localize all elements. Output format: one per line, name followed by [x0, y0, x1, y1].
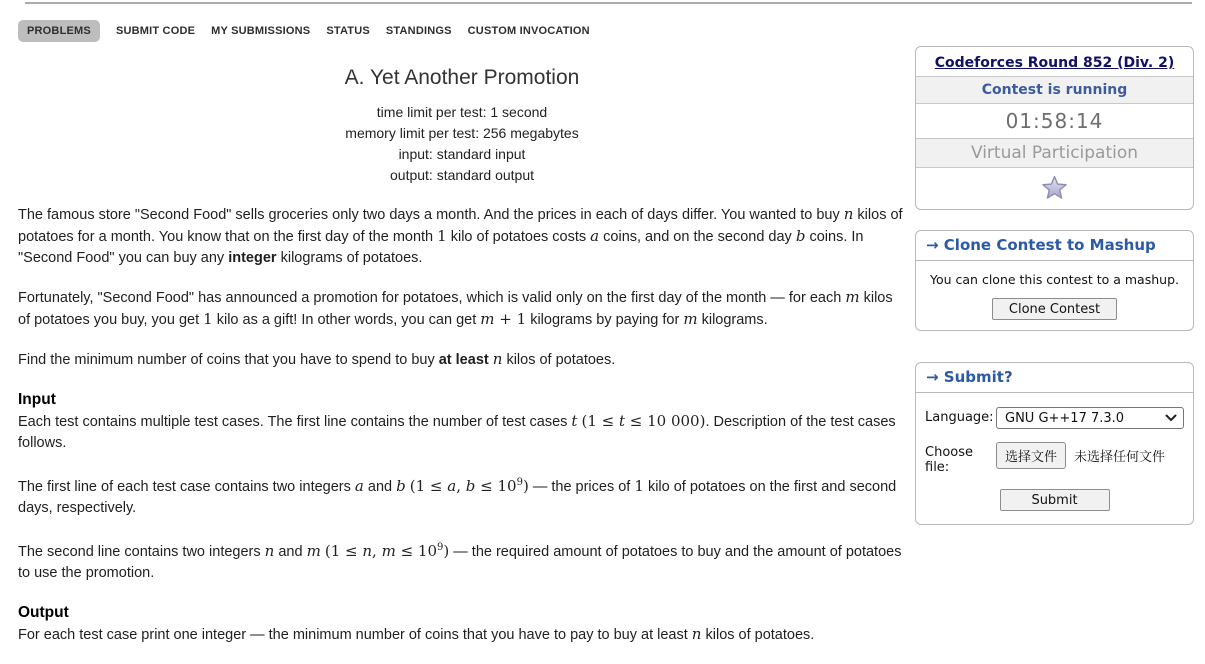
tab-standings[interactable]: STANDINGS — [385, 25, 452, 37]
clone-contest-button[interactable]: Clone Contest — [992, 298, 1117, 320]
submit-box — [915, 362, 1194, 525]
statement-paragraph: Each test contains multiple test cases. The first line contains the number of test cases t (1 ≤ t ≤ 10 000). Description of the test cases follows. — [18, 412, 896, 451]
contest-title-link[interactable]: Codeforces Round 852 (Div. 2) — [934, 55, 1175, 71]
sidebar — [915, 46, 1194, 525]
choose-file-button[interactable]: 选择文件 — [996, 442, 1066, 469]
limit-line: output: standard output — [390, 167, 534, 183]
limit-line: input: standard input — [398, 146, 526, 162]
problem-sections — [18, 391, 906, 646]
statement-paragraph: The famous store "Second Food" sells groceries only two days a month. And the prices in each of days differ. You wanted to buy n kilos of potatoes for a month. You know that on the first day of the month 1 kilo of potatoes costs a coins, and on the second day b coins. In "Second Food" you can buy any integer kilograms of potatoes. — [18, 205, 903, 266]
clone-box-text: You can clone this contest to a mashup. — [930, 272, 1179, 287]
top-divider — [25, 2, 1192, 4]
clone-contest-box — [915, 230, 1194, 331]
tab-custom-invocation[interactable]: CUSTOM INVOCATION — [467, 25, 590, 37]
choose-file-label: Choose file: — [925, 445, 973, 475]
section-heading-output: Output — [18, 603, 69, 621]
language-row — [925, 407, 1184, 429]
contest-header-row — [916, 47, 1193, 77]
statement-paragraph: The first line of each test case contains two integers a and b (1 ≤ a, $b \le 10^9$) — the prices of 1 kilo of potatoes on the first and second days, respectively. — [18, 476, 897, 516]
file-status-text: 未选择任何文件 — [1074, 450, 1166, 465]
contest-timer: 01:58:14 — [916, 104, 1193, 139]
problem-title: A. Yet Another Promotion — [344, 66, 580, 89]
language-select[interactable] — [996, 407, 1184, 429]
submit-box-body — [916, 393, 1193, 524]
statement-paragraph: For each test case print one integer — the minimum number of coins that you have to pay to buy at least n kilos of potatoes. — [18, 624, 815, 643]
problem-limits — [18, 102, 906, 186]
clone-box-body — [916, 261, 1193, 330]
file-input-wrap — [996, 442, 1165, 469]
choose-file-row — [925, 442, 1184, 475]
tab-problems[interactable]: PROBLEMS — [18, 20, 100, 42]
contest-tabbar — [18, 20, 590, 42]
submit-box-header: → Submit? — [916, 363, 1193, 393]
clone-box-header: → Clone Contest to Mashup — [916, 231, 1193, 261]
contest-status: Contest is running — [916, 77, 1193, 104]
contest-box — [915, 46, 1194, 210]
participation-mode: Virtual Participation — [916, 139, 1193, 168]
limit-line: memory limit per test: 256 megabytes — [345, 125, 579, 141]
tab-submit-code[interactable]: SUBMIT CODE — [115, 25, 196, 37]
submit-row — [925, 489, 1184, 511]
statement-paragraph: The second line contains two integers n and m (1 ≤ n, $m \le 10^9$) — the required amount of potatoes to buy and the amount of potatoes to use the promotion. — [18, 541, 902, 581]
problem-statement-area — [18, 58, 906, 664]
submit-button[interactable]: Submit — [1000, 489, 1110, 511]
chevron-down-icon — [1165, 414, 1177, 422]
language-select-value: GNU G++17 7.3.0 — [1005, 410, 1125, 426]
star-row — [916, 168, 1193, 209]
tab-status[interactable]: STATUS — [326, 25, 370, 37]
section-heading-input: Input — [18, 391, 56, 408]
star-icon[interactable] — [1041, 175, 1068, 200]
statement-paragraph: Fortunately, "Second Food" has announced a promotion for potatoes, which is valid only on the first day of the month — for each m kilos of potatoes you buy, you get 1 kilo as a gift! In other words, you can get m + 1 kilograms by paying for m kilograms. — [18, 288, 893, 328]
tab-my-submissions[interactable]: MY SUBMISSIONS — [211, 25, 311, 37]
problem-statement — [18, 204, 906, 371]
language-label: Language: — [925, 410, 994, 425]
limit-line: time limit per test: 1 second — [376, 104, 548, 120]
statement-paragraph: Find the minimum number of coins that you have to spend to buy at least n kilos of potatoes. — [18, 350, 616, 368]
